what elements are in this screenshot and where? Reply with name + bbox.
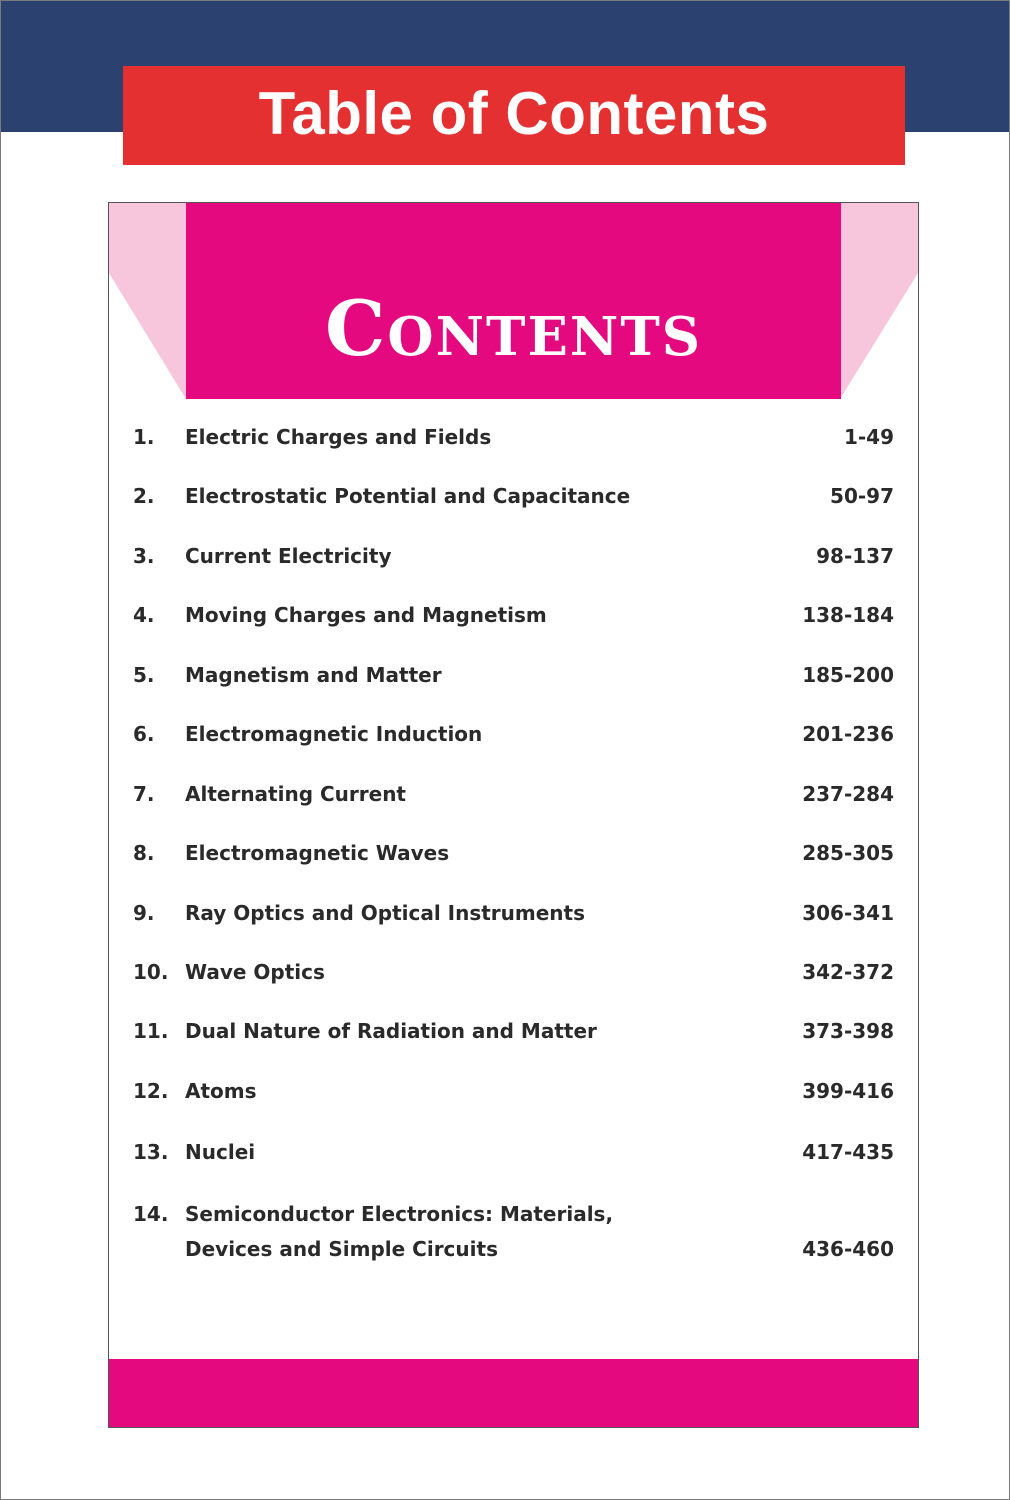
toc-entry-title: Ray Optics and Optical Instruments <box>185 901 586 925</box>
toc-entry <box>109 420 918 455</box>
toc-entry-pages: 399-416 <box>802 1079 894 1103</box>
toc-entry-pages: 138-184 <box>802 603 894 627</box>
toc-entry-title: Magnetism and Matter <box>185 663 442 687</box>
toc-entry-number: 3. <box>133 544 155 568</box>
toc-entry-number: 6. <box>133 722 155 746</box>
toc-entry-number: 13. <box>133 1140 169 1164</box>
contents-card <box>108 202 919 1428</box>
toc-entry-title: Dual Nature of Radiation and Matter <box>185 1019 597 1043</box>
toc-entry <box>109 955 918 990</box>
toc-entry-number: 10. <box>133 960 169 984</box>
toc-entry <box>109 896 918 931</box>
toc-entry-title: Electrostatic Potential and Capacitance <box>185 484 631 508</box>
toc-entry <box>109 1014 918 1049</box>
left-wing-decoration <box>109 203 187 399</box>
toc-entry-title: Electric Charges and Fields <box>185 425 492 449</box>
toc-entry-pages: 373-398 <box>802 1019 894 1043</box>
toc-entry-title: Atoms <box>185 1079 257 1103</box>
toc-entry-number: 2. <box>133 484 155 508</box>
toc-entry-title: Moving Charges and Magnetism <box>185 603 547 627</box>
toc-entry-number: 8. <box>133 841 155 865</box>
page-title: Table of Contents <box>258 80 770 147</box>
toc-entry-number: 5. <box>133 663 155 687</box>
toc-entry-title: Electromagnetic Waves <box>185 841 450 865</box>
toc-entry-pages: 1-49 <box>843 425 894 449</box>
toc-entry-pages: 50-97 <box>830 484 894 508</box>
footer-bar <box>109 1359 918 1427</box>
toc-entry-title: Semiconductor Electronics: Materials, Devices and Simple Circuits <box>185 1202 614 1261</box>
toc-entry <box>109 1135 918 1170</box>
toc-entry-pages: 436-460 <box>802 1237 894 1261</box>
right-wing-decoration <box>840 203 918 399</box>
toc-entry-pages: 306-341 <box>802 901 894 925</box>
toc-entry-title: Wave Optics <box>185 960 325 984</box>
toc-entry-pages: 185-200 <box>802 663 894 687</box>
toc-entry-pages: 417-435 <box>802 1140 894 1164</box>
toc-entry-number: 11. <box>133 1019 169 1043</box>
toc-entry-number: 1. <box>133 425 155 449</box>
toc-entry-number: 14. <box>133 1202 169 1226</box>
toc-entry-title: Electromagnetic Induction <box>185 722 483 746</box>
toc-entry <box>109 777 918 812</box>
toc-entry-pages: 285-305 <box>802 841 894 865</box>
toc-entry <box>109 836 918 871</box>
toc-entry <box>109 717 918 752</box>
toc-entry-number: 9. <box>133 901 155 925</box>
toc-entry-pages: 237-284 <box>802 782 894 806</box>
toc-entry-pages: 342-372 <box>802 960 894 984</box>
toc-entry-title: Nuclei <box>185 1140 256 1164</box>
toc-entry-title: Current Electricity <box>185 544 392 568</box>
toc-entry-number: 12. <box>133 1079 169 1103</box>
toc-entry <box>109 598 918 633</box>
contents-heading: Contents <box>324 284 703 373</box>
toc-entry-number: 4. <box>133 603 155 627</box>
toc-entry-number: 7. <box>133 782 155 806</box>
toc-entry <box>109 1197 918 1267</box>
toc-entry-pages: 201-236 <box>802 722 894 746</box>
toc-entry <box>109 479 918 514</box>
toc-entry-title: Alternating Current <box>185 782 406 806</box>
toc-entry <box>109 658 918 693</box>
title-banner <box>123 66 905 165</box>
toc-entry <box>109 1074 918 1109</box>
toc-entry <box>109 539 918 574</box>
toc-entry-pages: 98-137 <box>816 544 894 568</box>
